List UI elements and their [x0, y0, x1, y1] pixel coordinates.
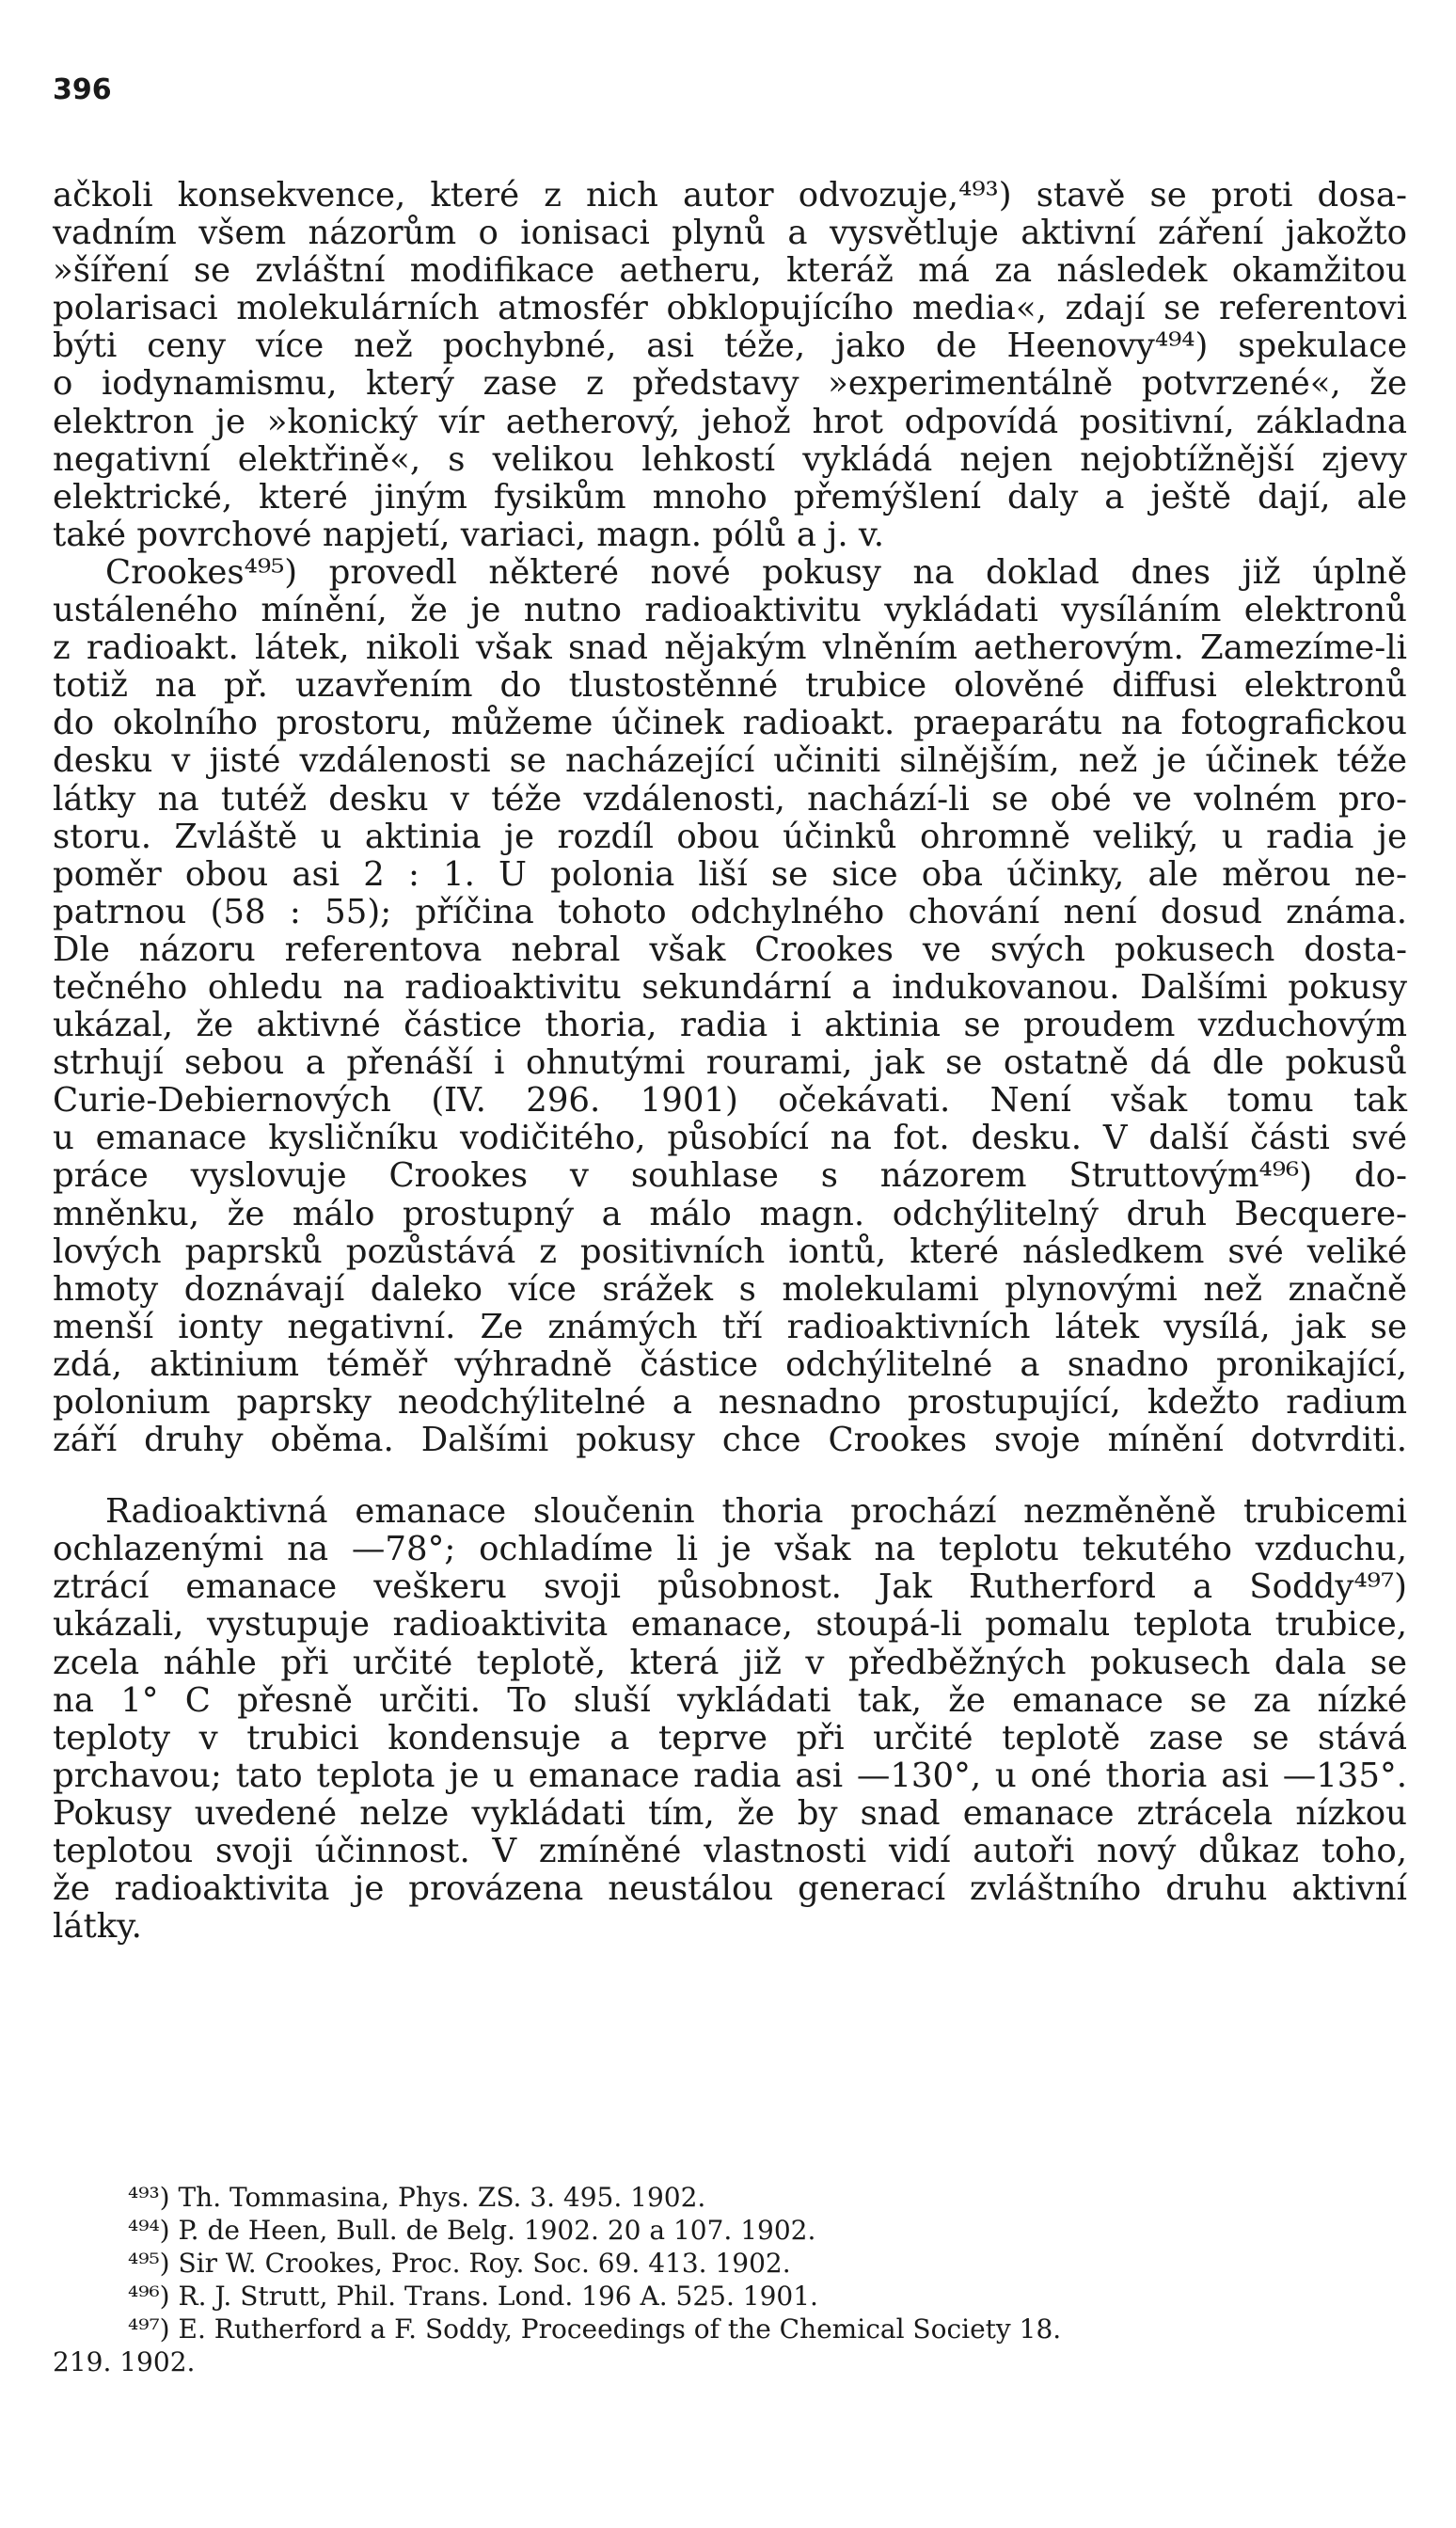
text-line: Radioaktivná emanace sloučenin thoria prochází nezměněně trubicemi: [105, 1492, 1407, 1532]
text-line: ačkoli konsekvence, které z nich autor odvozuje,⁴⁹³) stavě se proti dosa-: [53, 176, 1407, 215]
text-line: teploty v trubici kondensuje a teprve při určité teplotě zase se stává: [53, 1718, 1407, 1757]
footnote: ⁴⁹³) Th. Tommasina, Phys. ZS. 3. 495. 1902.: [128, 2182, 706, 2213]
paragraph: [53, 554, 1407, 1459]
text-line: ztrácí emanace veškeru svoji působnost. Jak Rutherford a Soddy⁴⁹⁷): [53, 1567, 1407, 1607]
footnotes: [53, 2181, 1407, 2378]
text-line: látky na tutéž desku v téže vzdálenosti, nachází-li se obé ve volném pro-: [53, 779, 1407, 819]
footnote: ⁴⁹⁷) E. Rutherford a F. Soddy, Proceedings of the Chemical Society 18.: [128, 2313, 1062, 2345]
text-line: strhují sebou a přenáší i ohnutými rourami, jak se ostatně dá dle pokusů: [53, 1043, 1407, 1083]
text-line: do okolního prostoru, můžeme účinek radioakt. praeparátu na fotografickou: [53, 704, 1407, 743]
text-line: také povrchové napjetí, variaci, magn. pólů a j. v.: [53, 515, 885, 554]
text-line: že radioaktivita je provázena neustálou generací zvláštního druhu aktivní: [53, 1869, 1407, 1909]
text-line: ukázali, vystupuje radioaktivita emanace, stoupá-li pomalu teplota trubice,: [53, 1605, 1407, 1645]
text-line: ustáleného mínění, že je nutno radioaktivitu vykládati vysíláním elektronů: [53, 591, 1407, 630]
text-line: menší ionty negativní. Ze známých tří radioaktivních látek vysílá, jak se: [53, 1307, 1407, 1346]
text-line: Curie-Debiernových (IV. 296. 1901) očekávati. Není však tomu tak: [53, 1081, 1407, 1121]
text-line: patrnou (58 : 55); příčina tohoto odchylného chování není dosud známa.: [53, 892, 1407, 931]
text-line: Pokusy uvedené nelze vykládati tím, že by snad emanace ztrácela nízkou: [53, 1793, 1407, 1833]
text-line: desku v jisté vzdálenosti se nacházející učiniti silnějším, než je účinek téže: [53, 741, 1407, 781]
text-line: ochlazenými na —78°; ochladíme li je však na teplotu tekutého vzduchu,: [53, 1530, 1407, 1569]
text-line: září druhy oběma. Dalšími pokusy chce Crookes svoje mínění dotvrditi.: [53, 1421, 1407, 1460]
text-line: teplotou svoji účinnost. V zmíněné vlastnosti vidí autoři nový důkaz toho,: [53, 1832, 1407, 1871]
text-line: hmoty doznávají daleko více srážek s molekulami plynovými než značně: [53, 1269, 1407, 1309]
text-line: polarisaci molekulárních atmosfér obklopujícího media«, zdají se referentovi: [53, 289, 1407, 328]
text-line: zdá, aktinium téměř výhradně částice odchýlitelné a snadno pronikající,: [53, 1344, 1407, 1384]
text-line: »šíření se zvláštní modifikace aetheru, kteráž má za následek okamžitou: [53, 251, 1407, 291]
text-line: totiž na př. uzavřením do tlustostěnné trubice olověné diffusi elektronů: [53, 666, 1407, 706]
text-line: prchavou; tato teplota je u emanace radia asi —130°, u oné thoria asi —135°.: [53, 1756, 1407, 1795]
body-text: [53, 177, 1407, 1946]
text-line: vadním všem názorům o ionisaci plynů a vysvětluje aktivní záření jakožto: [53, 214, 1407, 253]
text-line: o iodynamismu, který zase z představy »experimentálně potvrzené«, že: [53, 364, 1407, 404]
page-number: 396: [53, 73, 112, 106]
text-line: mněnku, že málo prostupný a málo magn. odchýlitelný druh Becquere-: [53, 1194, 1407, 1233]
text-line: z radioakt. látek, nikoli však snad nějakým vlněním aetherovým. Zamezíme-li: [53, 628, 1407, 668]
paragraph: [53, 177, 1407, 554]
text-line: lových paprsků pozůstává z positivních iontů, které následkem své veliké: [53, 1232, 1407, 1271]
footnote: ⁴⁹⁶) R. J. Strutt, Phil. Trans. Lond. 196 A. 525. 1901.: [128, 2281, 818, 2312]
paragraph-gap: [53, 1459, 1407, 1493]
text-line: zcela náhle při určité teplotě, která již v předběžných pokusech dala se: [53, 1643, 1407, 1682]
text-line: látky.: [53, 1907, 142, 1947]
text-line: Crookes⁴⁹⁵) provedl některé nové pokusy na doklad dnes již úplně: [105, 552, 1407, 592]
text-line: polonium paprsky neodchýlitelné a nesnadno prostupující, kdežto radium: [53, 1383, 1407, 1422]
text-line: Dle názoru referentova nebral však Crookes ve svých pokusech dosta-: [53, 930, 1407, 969]
footnote: ⁴⁹⁴) P. de Heen, Bull. de Belg. 1902. 20 a 107. 1902.: [128, 2215, 816, 2246]
text-line: u emanace kysličníku vodičitého, působící na fot. desku. V další části své: [53, 1119, 1407, 1158]
text-line: elektron je »konický vír aetherový, jehož hrot odpovídá positivní, základna: [53, 402, 1407, 441]
text-line: ukázal, že aktivné částice thoria, radia i aktinia se proudem vzduchovým: [53, 1006, 1407, 1045]
text-line: storu. Zvláště u aktinia je rozdíl obou účinků ohromně veliký, u radia je: [53, 817, 1407, 856]
paragraph: [53, 1493, 1407, 1946]
text-line: býti ceny více než pochybné, asi téže, jako de Heenovy⁴⁹⁴) spekulace: [53, 326, 1407, 366]
text-line: tečného ohledu na radioaktivitu sekundární a indukovanou. Dalšími pokusy: [53, 967, 1407, 1007]
text-line: poměr obou asi 2 : 1. U polonia liší se sice oba účinky, ale měrou ne-: [53, 854, 1407, 894]
text-line: na 1° C přesně určiti. To sluší vykládati tak, že emanace se za nízké: [53, 1680, 1407, 1720]
footnote: ⁴⁹⁵) Sir W. Crookes, Proc. Roy. Soc. 69. 413. 1902.: [128, 2248, 791, 2279]
text-line: práce vyslovuje Crookes v souhlase s názorem Struttovým⁴⁹⁶) do-: [53, 1156, 1407, 1196]
text-line: negativní elektřině«, s velikou lehkostí vykládá nejen nejobtížnější zjevy: [53, 439, 1407, 479]
footnote-continuation: 219. 1902.: [53, 2346, 196, 2377]
text-line: elektrické, které jiným fysikům mnoho přemýšlení daly a ještě dají, ale: [53, 477, 1407, 517]
